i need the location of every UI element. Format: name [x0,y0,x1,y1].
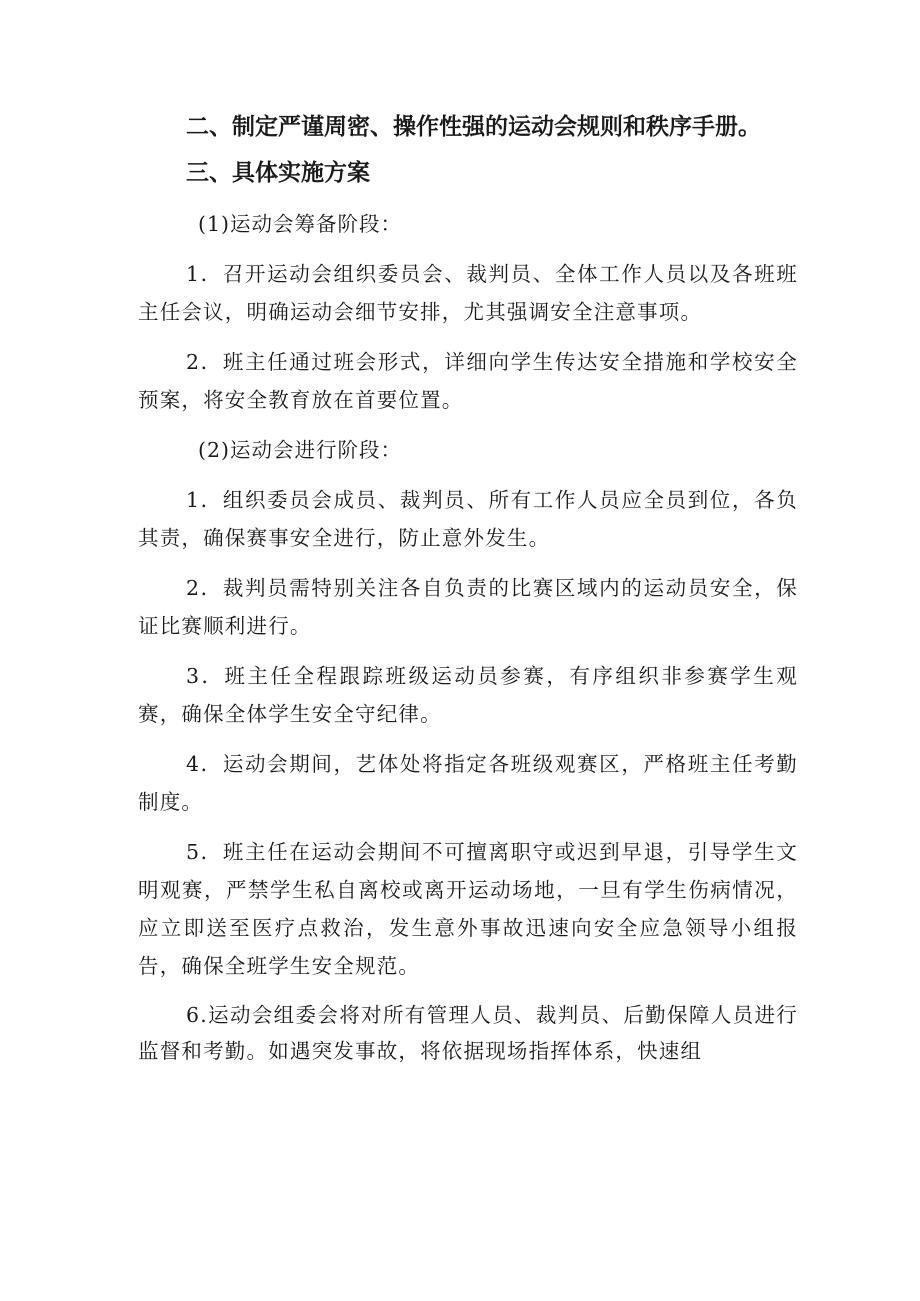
stage-2-label: (2)运动会进行阶段： [198,438,403,462]
stage-1-label: (1)运动会筹备阶段： [198,212,403,236]
section-heading-two: 二、制定严谨周密、操作性强的运动会规则和秩序手册。 [186,114,761,140]
stage-1-item-2: 2．班主任通过班会形式，详细向学生传达安全措施和学校安全预案，将安全教育放在首要位置。 [138,350,798,412]
section-heading-three: 三、具体实施方案 [186,160,370,186]
stage-2-item-4: 4．运动会期间，艺体处将指定各班级观赛区，严格班主任考勤制度。 [138,752,798,814]
stage-2-item-6: 6.运动会组委会将对所有管理人员、裁判员、后勤保障人员进行监督和考勤。如遇突发事故，将依据现场指挥体系，快速组 [138,1003,798,1063]
stage-2-item-2: 2．裁判员需特别关注各自负责的比赛区域内的运动员安全，保证比赛顺利进行。 [138,576,798,638]
stage-2-item-3: 3．班主任全程跟踪班级运动员参赛，有序组织非参赛学生观赛，确保全体学生安全守纪律。 [138,664,798,726]
document-body [138,112,798,1081]
stage-2-item-5: 5．班主任在运动会期间不可擅离职守或迟到早退，引导学生文明观赛，严禁学生私自离校或离开运动场地，一旦有学生伤病情况，应立即送至医疗点救治，发生意外事故迅速向安全应急领导小组报告，确保全班学生安全规范。 [138,840,798,978]
stage-1-item-1: 1．召开运动会组织委员会、裁判员、全体工作人员以及各班班主任会议，明确运动会细节安排，尤其强调安全注意事项。 [138,262,798,324]
stage-2-item-1: 1．组织委员会成员、裁判员、所有工作人员应全员到位，各负其责，确保赛事安全进行，防止意外发生。 [138,488,798,550]
